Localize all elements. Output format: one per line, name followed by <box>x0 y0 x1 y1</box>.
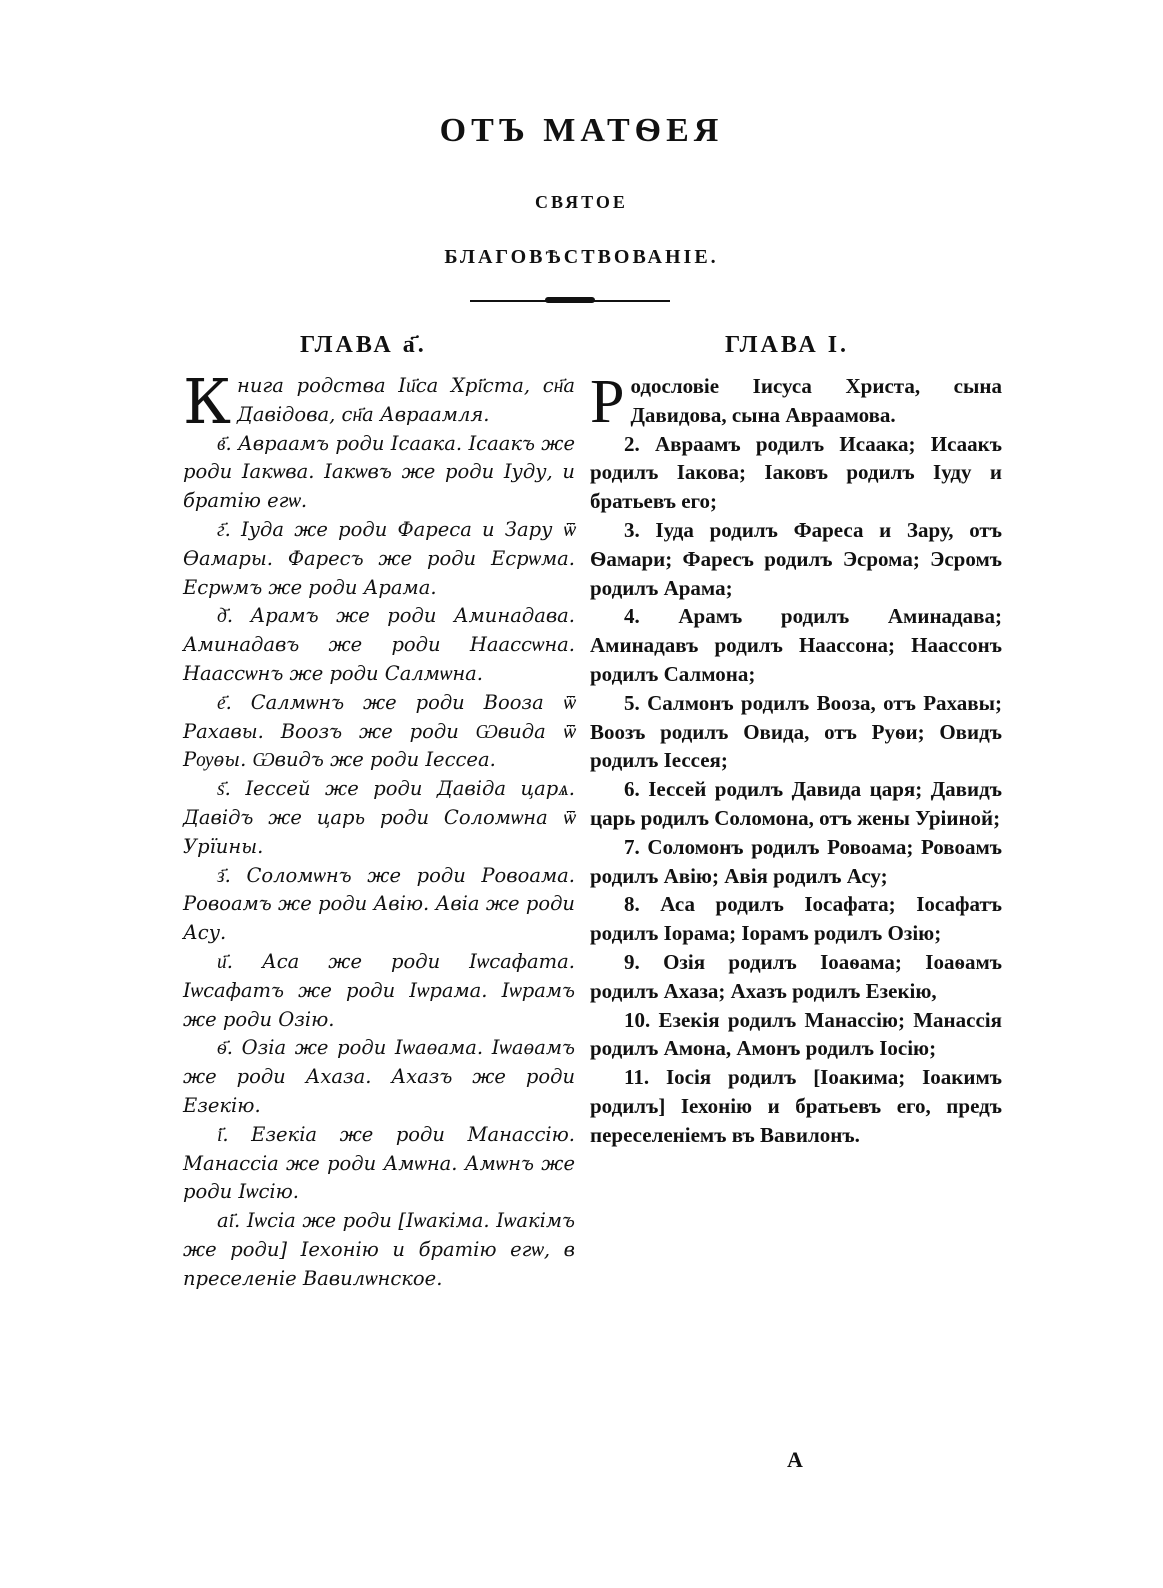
left-column-heading: ГЛАВА а҃. <box>300 332 427 358</box>
verse: 5. Салмонъ родилъ Вооза, отъ Рахавы; Воозъ родилъ Овида, отъ Руѳи; Овидъ родилъ Іессея; <box>590 690 1002 773</box>
page-subtitle-2: БЛАГОВѢСТВОВАНІЕ. <box>444 246 719 268</box>
verse: з҃. Соломѡнъ же роди Ровоама. Ровоамъ же роди Авію. Авіа же роди Асу. <box>183 863 575 945</box>
verse: 4. Арамъ родилъ Аминадава; Аминадавъ родилъ Наассона; Наассонъ родилъ Салмона; <box>590 604 1002 686</box>
verse <box>183 365 575 438</box>
page-subtitle: СВЯТОЕ <box>535 192 628 212</box>
verse: 10. Езекія родилъ Манассію; Манассія родилъ Амона, Амонъ родилъ Іосію; <box>590 1007 1002 1061</box>
verse: 2. Авраамъ родилъ Исаака; Исаакъ родилъ Іакова; Іаковъ родилъ Іуду и братьевъ его; <box>590 431 1002 514</box>
right-column-heading: ГЛАВА I. <box>725 332 850 358</box>
verse: 6. Іессей родилъ Давида царя; Давидъ царь родилъ Соломона, отъ жены Уріиной; <box>590 777 1002 830</box>
verse: в҃. Авраамъ роди Ісаака. Ісаакъ же роди Іакѡва. Іакѡвъ же роди Іуду, и братію егѡ. <box>183 431 575 513</box>
ornamental-rule-center <box>545 297 595 303</box>
verse: г҃. Іуда же роди Фареса и Зару ѿ Ѳамары. Фаресъ же роди Есрѡма. Есрѡмъ же роди Арама. <box>183 517 575 599</box>
verse: 7. Соломонъ родилъ Ровоама; Ровоамъ родилъ Авію; Авія родилъ Асу; <box>590 834 1002 888</box>
verse: і҃. Езекіа же роди Манассію. Манассіа же роди Амѡна. Амѡнъ же роди Іѡсію. <box>183 1122 575 1204</box>
verse: 11. Іосія родилъ [Іоакима; Іоакимъ родилъ] Іехонію и братьевъ его, предъ переселеніемъ въ Вавилонъ. <box>590 1065 1002 1147</box>
verse: и҃. Аса же роди Іѡсафата. Іѡсафатъ же роди Іѡрама. Іѡрамъ же роди Озію. <box>183 949 575 1031</box>
verse: е҃. Салмѡнъ же роди Вооза ѿ Рахавы. Воозъ же роди Ѡвида ѿ Рѹѳы. Ѡвидъ же роди Іессеа. <box>183 690 575 772</box>
verse: аі҃. Іѡсіа же роди [Іѡакіма. Іѡакімъ же роди] Іехонію и братію егѡ, в преселеніе Вавилѡнское. <box>183 1209 575 1290</box>
drop-cap: Р <box>590 368 625 436</box>
verse-text: нига родства Іи҃са Хрі҃ста, сн҃а Давідова, сн҃а Авраамля. <box>236 374 575 426</box>
drop-cap: К <box>183 365 231 438</box>
right-column-russian <box>590 368 1002 1150</box>
verse: 8. Аса родилъ Іосафата; Іосафатъ родилъ Іорама; Іорамъ родилъ Озію; <box>590 892 1002 946</box>
verse <box>590 368 1002 436</box>
verse: ѳ҃. Озіа же роди Іѡаѳама. Іѡаѳамъ же роди Ахаза. Ахазъ же роди Езекію. <box>183 1036 575 1117</box>
verse: ѕ҃. Іессей же роди Давіда царѧ. Давідъ же царь роди Соломѡна ѿ Урїины. <box>183 777 575 858</box>
page-title: ОТЪ МАТѲЕЯ <box>439 112 724 149</box>
signature-mark: А <box>787 1447 803 1472</box>
verse-text: одословіе Іисуса Христа, сына Давидова, сына Авраамова. <box>630 374 1002 427</box>
verse: 3. Іуда родилъ Фареса и Зару, отъ Ѳамари; Фаресъ родилъ Эсрома; Эсромъ родилъ Арама; <box>590 517 1002 600</box>
verse: 9. Озія родилъ Іоаѳама; Іоаѳамъ родилъ Ахаза; Ахазъ родилъ Езекію, <box>590 949 1002 1003</box>
left-column-church-slavonic <box>183 365 575 1294</box>
verse: д҃. Арамъ же роди Аминадава. Аминадавъ же роди Наассѡна. Наассѡнъ же роди Салмѡна. <box>183 604 575 685</box>
